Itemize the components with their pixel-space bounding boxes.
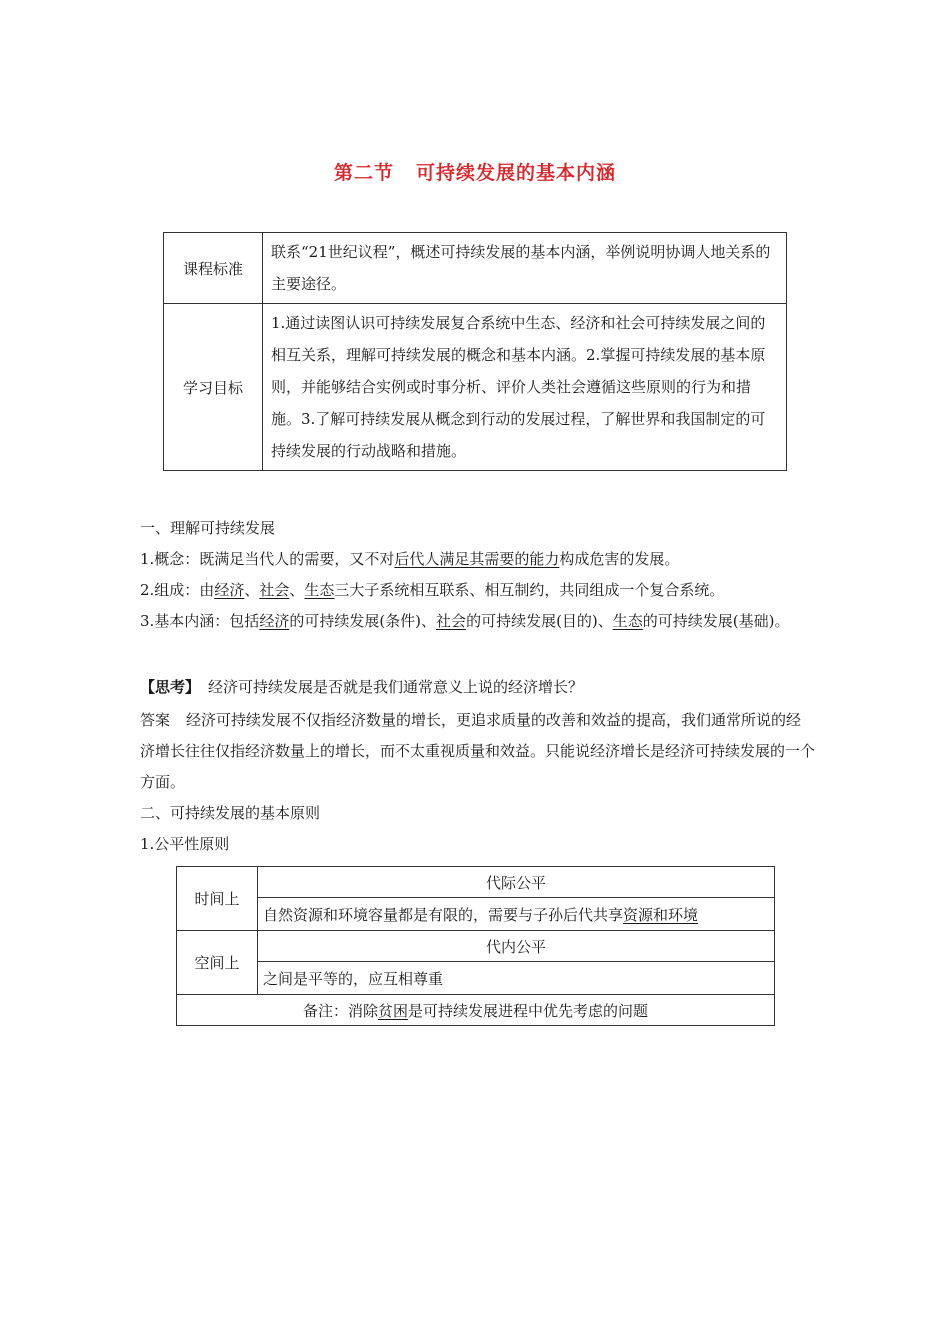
note-pre: 备注：消除 [302, 1001, 378, 1020]
concept-underlined: 后代人满足其需要的能力 [394, 550, 560, 568]
time-detail-text: 自然资源和环境容量都是有限的，需要与子孙后代共享 [263, 905, 624, 924]
answer-paragraph [140, 705, 815, 798]
composition-sep1: 、 [244, 581, 260, 599]
standards-table [163, 232, 787, 471]
course-standard-row [164, 233, 787, 304]
learning-goal-label: 学习目标 [164, 304, 263, 471]
composition-ecology: 生态 [304, 581, 335, 599]
section2-heading: 二、可持续发展的基本原则 [140, 804, 321, 822]
space-row [177, 931, 775, 962]
space-detail: 之间是平等的，应互相尊重 [258, 962, 775, 995]
intergenerational-fairness: 代际公平 [258, 867, 775, 898]
connotation-post: 的可持续发展(基础)。 [642, 612, 790, 630]
composition-post: 三大子系统相互联系、相互制约，共同组成一个复合系统。 [334, 581, 725, 599]
note [177, 995, 775, 1026]
concept-line [140, 544, 815, 575]
space-detail-row [177, 962, 775, 995]
fairness-heading: 1.公平性原则 [140, 835, 230, 853]
note-post: 是可持续发展进程中优先考虑的问题 [408, 1001, 649, 1020]
time-detail-underlined: 资源和环境 [623, 905, 699, 924]
composition-society: 社会 [259, 581, 290, 599]
time-label: 时间上 [177, 867, 258, 931]
answer-text: 经济可持续发展不仅指经济数量的增长，更追求质量的改善和效益的提高，我们通常所说的经济增长往往仅指经济数量上的增长，而不太重视质量和效益。只能说经济增长是经济可持续发展的一个方面。 [140, 711, 816, 791]
course-standard-label: 课程标准 [164, 233, 263, 304]
intragenerational-fairness: 代内公平 [258, 931, 775, 962]
connotation-society: 社会 [436, 612, 467, 630]
concept-post: 构成危害的发展。 [559, 550, 680, 568]
think-question-text: 经济可持续发展是否就是我们通常意义上说的经济增长？ [208, 678, 584, 696]
fairness-table [176, 866, 775, 1026]
time-detail [258, 898, 775, 931]
concept-pre: 1.概念：既满足当代人的需要，又不对 [140, 550, 395, 568]
note-underlined: 贫困 [377, 1001, 408, 1020]
think-question [140, 672, 815, 703]
time-row [177, 867, 775, 898]
connotation-paragraph [140, 606, 815, 637]
time-detail-row [177, 898, 775, 931]
connotation-sep2: 的可持续发展(目的)、 [466, 612, 613, 630]
note-row [177, 995, 775, 1026]
title-text: 可持续发展的基本内涵 [416, 162, 617, 184]
section1-heading: 一、理解可持续发展 [140, 519, 276, 537]
page-title [0, 158, 950, 185]
connotation-ecology: 生态 [612, 612, 643, 630]
composition-economy: 经济 [214, 581, 245, 599]
composition-line [140, 575, 815, 606]
course-standard-text: 联系“21世纪议程”，概述可持续发展的基本内涵，举例说明协调人地关系的主要途径。 [263, 233, 787, 304]
learning-goal-row [164, 304, 787, 471]
connotation-pre: 3.基本内涵：包括 [140, 612, 260, 630]
learning-goal-text: 1.通过读图认识可持续发展复合系统中生态、经济和社会可持续发展之间的相互关系，理解可持续发展的概念和基本内涵。2.掌握可持续发展的基本原则，并能够结合实例或时事分析、评价人类社会遵循这些原则的行为和措施。3.了解可持续发展从概念到行动的发展过程，了解世界和我国制定的可持续发展的行动战略和措施。 [263, 304, 787, 471]
title-section-number: 第二节 [333, 162, 394, 184]
composition-pre: 2.组成：由 [140, 581, 215, 599]
connotation-economy: 经济 [259, 612, 290, 630]
answer-tag: 答案 [140, 711, 171, 729]
think-tag: 【思考】 [140, 678, 201, 696]
space-label: 空间上 [177, 931, 258, 995]
connotation-sep1: 的可持续发展(条件)、 [289, 612, 437, 630]
composition-sep2: 、 [289, 581, 305, 599]
